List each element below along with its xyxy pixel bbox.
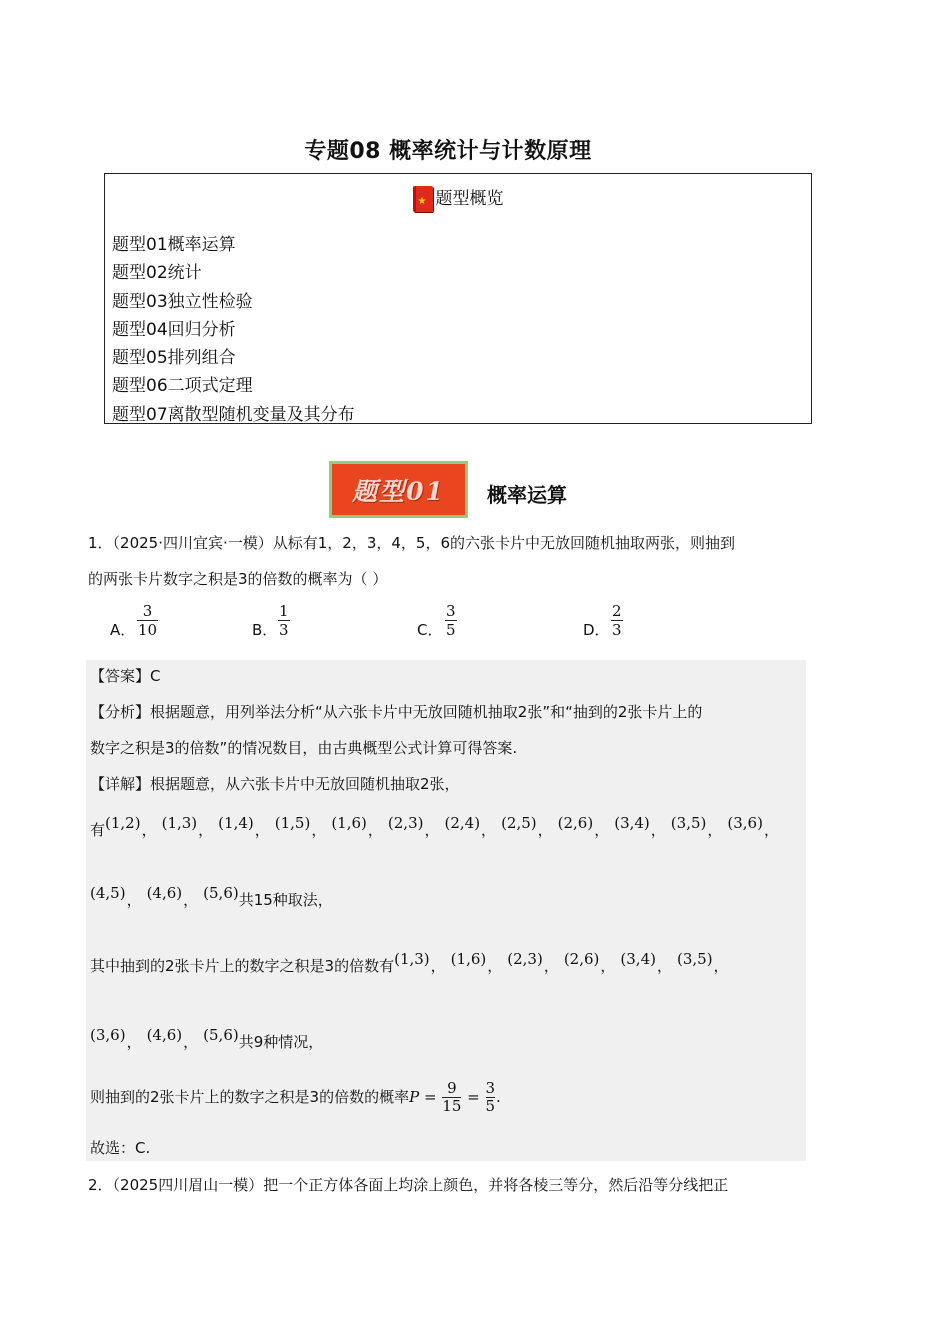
fraction-numerator: 2: [612, 602, 622, 620]
option-label: A．: [110, 621, 136, 639]
prob-intro-text: 则抽到的2张卡片上的数字之积是3的倍数的概率: [90, 1088, 410, 1106]
fraction-denominator: 10: [138, 621, 158, 639]
question-2-line-1: 2．（2025四川眉山一模）把一个正方体各面上均涂上颜色，并将各棱三等分，然后沿等分线把正: [88, 1176, 729, 1194]
ordered-pair: (3,4): [614, 814, 650, 832]
overview-box: [104, 173, 812, 424]
question-1-line-1: 1．（2025·四川宜宾·一模）从标有1，2，3，4，5，6的六张卡片中无放回随机抽取两张，则抽到: [88, 534, 736, 552]
pairs-mult-row-2: [90, 1026, 324, 1052]
fraction-numerator: 3: [485, 1079, 496, 1097]
ordered-pair: (1,6): [331, 814, 367, 832]
ordered-pair: (4,5): [90, 884, 126, 902]
prob-fraction-2: [486, 1080, 496, 1115]
ordered-pair: (4,6): [146, 1026, 183, 1044]
ordered-pair: (2,5): [501, 814, 537, 832]
analysis-line-2: 数字之积是3的倍数”的情况数目，由古典概型公式计算可得答案.: [90, 739, 518, 757]
ordered-pair: (2,3): [507, 950, 543, 968]
option-label: B．: [252, 621, 278, 639]
conclusion-line: 故选：C.: [90, 1139, 151, 1157]
ordered-pair: (1,4): [218, 814, 254, 832]
pairs-all-row-1: [90, 814, 784, 840]
section-badge: [329, 461, 468, 518]
ordered-pair: (3,6): [90, 1026, 126, 1044]
ordered-pair: (3,4): [620, 950, 656, 968]
answer-line: 【答案】C: [90, 667, 161, 685]
option-fraction: [278, 602, 290, 639]
option-label: C．: [417, 621, 443, 639]
fraction-denominator: 3: [612, 621, 622, 639]
overview-item: 题型06二项式定理: [112, 376, 253, 397]
ordered-pair: (3,6): [727, 814, 763, 832]
fraction-numerator: 9: [447, 1079, 457, 1097]
ordered-pair: (1,3): [394, 950, 430, 968]
overview-item: 题型03独立性检验: [112, 291, 253, 312]
fraction-denominator: 15: [442, 1097, 462, 1115]
ordered-pair: (1,6): [450, 950, 487, 968]
overview-item: 题型02统计: [112, 263, 202, 284]
fraction-denominator: 5: [446, 621, 456, 639]
fraction-numerator: 3: [142, 602, 153, 620]
mult-total-text: 共9种情况，: [238, 1033, 324, 1051]
fraction-denominator: 3: [279, 621, 289, 639]
detail-line: 【详解】根据题意，从六张卡片中无放回随机抽取2张，: [90, 775, 460, 793]
pairs-all-list-2: (4,5)， (4,6)， (5,6): [90, 884, 239, 909]
ordered-pair: (1,3): [161, 814, 198, 832]
ordered-pair: (2,6): [563, 950, 600, 968]
section-badge-text: 题型01: [352, 476, 445, 506]
pairs-all-row-2: [90, 884, 333, 910]
question-1-line-2: 的两张卡片数字之积是3的倍数的概率为（ ）: [88, 570, 388, 588]
overview-item: 题型05排列组合: [112, 348, 236, 369]
answer-block: [86, 660, 806, 1161]
ordered-pair: (2,6): [557, 814, 594, 832]
prob-variable: P: [409, 1088, 420, 1106]
pairs-mult-list-2: (3,6)， (4,6)， (5,6): [90, 1026, 239, 1051]
section-title: 概率运算: [487, 483, 567, 507]
overview-item: 题型01概率运算: [112, 235, 236, 255]
ordered-pair: (3,5): [670, 814, 707, 832]
option-fraction: [445, 602, 457, 639]
ordered-pair: (2,3): [387, 814, 424, 832]
ordered-pair: (5,6): [203, 884, 239, 902]
ordered-pair: (5,6): [203, 1026, 239, 1044]
overview-heading: [105, 186, 811, 212]
option-fraction: [611, 602, 623, 639]
prob-fraction-1: [442, 1080, 461, 1115]
overview-item: 题型07离散型随机变量及其分布: [112, 404, 355, 425]
mult-intro-text: 其中抽到的2张卡片上的数字之积是3的倍数有: [90, 957, 395, 975]
ordered-pair: (3,5): [676, 950, 713, 968]
overview-list: [112, 231, 355, 429]
fraction-numerator: 3: [446, 602, 456, 620]
ordered-pair: (1,5): [274, 814, 311, 832]
overview-heading-text: 题型概览: [435, 189, 504, 209]
red-book-icon: [413, 186, 433, 212]
pairs-mult-row-1: [90, 950, 734, 976]
you-text: 有: [90, 821, 106, 839]
option-label: D．: [583, 621, 610, 639]
fraction-denominator: 5: [485, 1097, 496, 1115]
total-text: 共15种取法，: [238, 891, 333, 909]
probability-line: 则抽到的2张卡片上的数字之积是3的倍数的概率P = $\frac{9}{15}$ = $\frac{3}{5}$ .: [90, 1079, 501, 1115]
ordered-pair: (4,6): [146, 884, 183, 902]
overview-item: 题型04回归分析: [112, 319, 236, 340]
ordered-pair: (2,4): [444, 814, 481, 832]
pairs-all-list-1: (1,2)， (1,3)， (1,4)， (1,5)， (1,6)， (2,3)， (2,4)， (2,5)， (2,6)， (3,4)， (3,5)， (3,6)，: [105, 814, 779, 839]
document-title: 专题08 概率统计与计数原理: [304, 139, 592, 164]
pairs-mult-list-1: (1,3)， (1,6)， (2,3)， (2,6)， (3,4)， (3,5)，: [394, 950, 729, 975]
analysis-line-1: 【分析】根据题意，用列举法分析“从六张卡片中无放回随机抽取2张”和“抽到的2张卡片上的: [90, 703, 703, 721]
ordered-pair: (1,2): [105, 814, 141, 832]
fraction-numerator: 1: [279, 602, 289, 620]
option-fraction: [137, 602, 158, 639]
